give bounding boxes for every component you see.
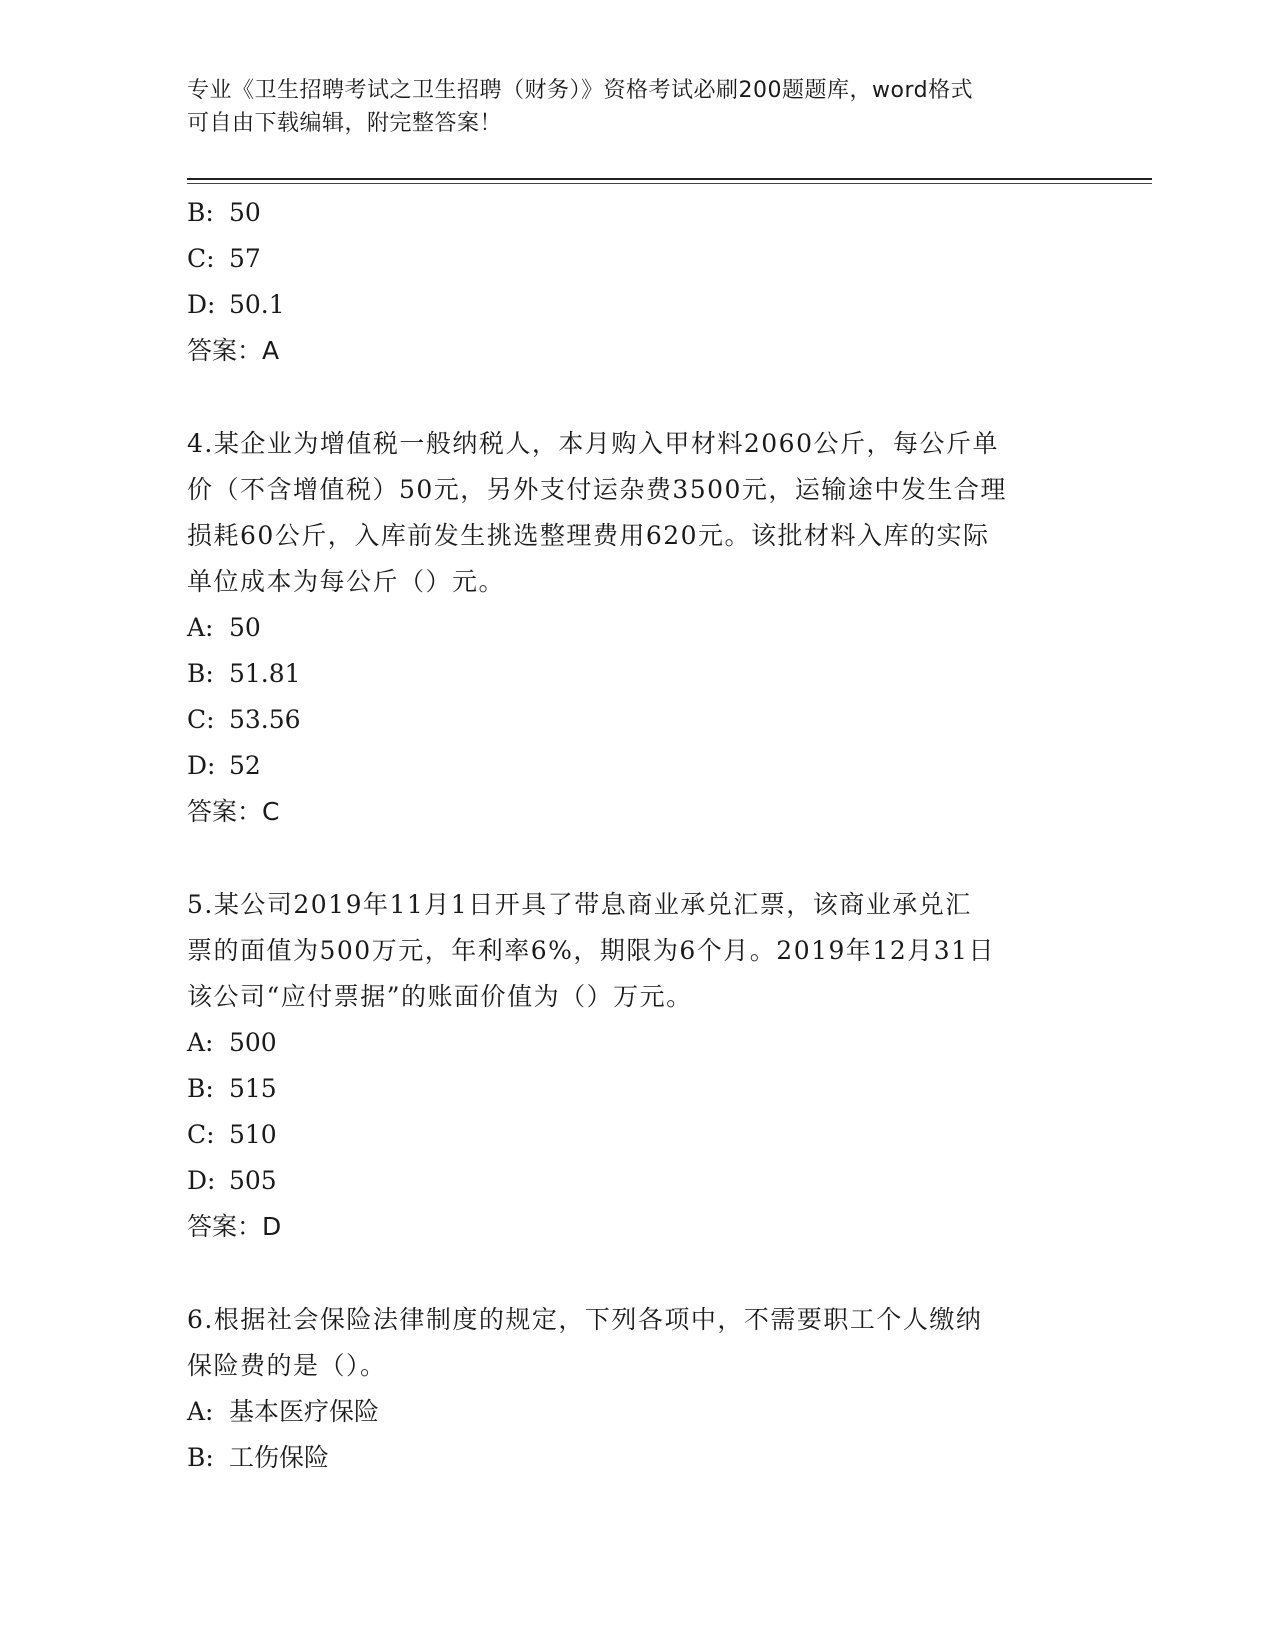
header-divider-thin: [187, 183, 1152, 184]
stem-line: 价（不含增值税）50元，另外支付运杂费3500元，运输途中发生合理: [187, 475, 1007, 504]
stem-line: 5.某公司2019年11月1日开具了带息商业承兑汇票，该商业承兑汇: [187, 890, 972, 919]
question-6-options: [187, 1389, 1087, 1481]
option-a: A: 基本医疗保险: [187, 1397, 380, 1426]
option-b: B: 515: [187, 1074, 277, 1103]
stem-line: 该公司“应付票据”的账面价值为（）万元。: [187, 982, 693, 1011]
question-4-answer: 答案：C: [187, 797, 280, 826]
option-d: D: 52: [187, 751, 261, 780]
stem-line: 单位成本为每公斤（）元。: [187, 567, 506, 596]
stem-line: 4.某企业为增值税一般纳税人，本月购入甲材料2060公斤，每公斤单: [187, 429, 999, 458]
option-c: C: 510: [187, 1120, 277, 1149]
question-3-answer: 答案：A: [187, 336, 280, 365]
option-d: D: 505: [187, 1166, 277, 1195]
question-3-options: [187, 190, 1087, 328]
question-5-options: [187, 1020, 1087, 1204]
header-title-line-1: 专业《卫生招聘考试之卫生招聘（财务）》资格考试必刷200题题库，word格式: [187, 78, 974, 103]
question-5-stem: [187, 882, 1087, 1020]
question-4-stem: [187, 421, 1087, 605]
header-title-line-2: 可自由下载编辑，附完整答案！: [187, 111, 503, 136]
option-a: A: 500: [187, 1028, 277, 1057]
option-b: B: 50: [187, 198, 261, 227]
option-a: A: 50: [187, 613, 261, 642]
question-4-options: [187, 605, 1087, 789]
header-divider-thick: [187, 178, 1152, 180]
question-5-answer: 答案：D: [187, 1212, 282, 1241]
option-d: D: 50.1: [187, 290, 285, 319]
document-header: [187, 74, 1087, 140]
question-6-stem: [187, 1297, 1087, 1389]
stem-line: 6.根据社会保险法律制度的规定，下列各项中，不需要职工个人缴纳: [187, 1305, 983, 1334]
stem-line: 保险费的是（）。: [187, 1351, 387, 1380]
stem-line: 票的面值为500万元，年利率6%，期限为6个月。2019年12月31日: [187, 936, 996, 965]
option-b: B: 工伤保险: [187, 1443, 330, 1472]
question-list: [187, 190, 1087, 1481]
option-c: C: 57: [187, 244, 261, 273]
option-b: B: 51.81: [187, 659, 301, 688]
stem-line: 损耗60公斤，入库前发生挑选整理费用620元。该批材料入库的实际: [187, 521, 990, 550]
option-c: C: 53.56: [187, 705, 301, 734]
